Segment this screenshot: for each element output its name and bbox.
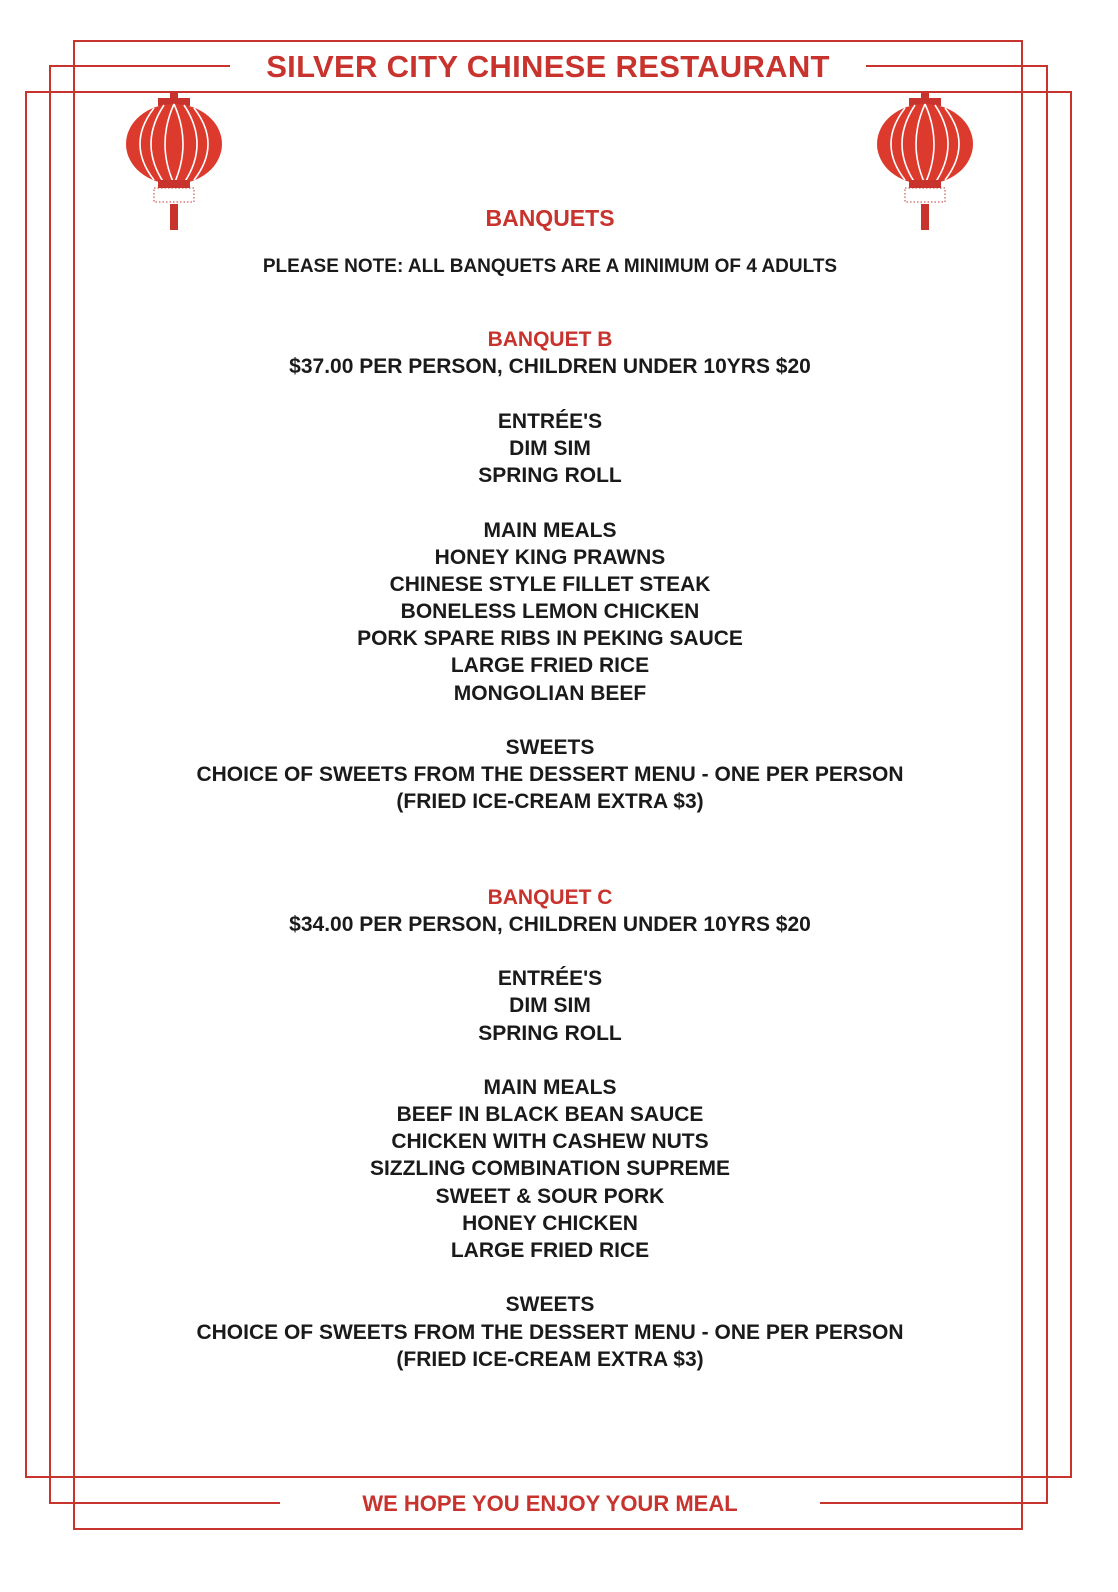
entrees-heading: ENTRÉE'S	[497, 967, 603, 991]
banquet-price: $37.00 PER PERSON, CHILDREN UNDER 10YRS $20	[289, 355, 811, 379]
banquet-name: BANQUET C	[487, 885, 613, 909]
sweets-heading: SWEETS	[505, 1293, 595, 1317]
mains-heading: MAIN MEALS	[483, 518, 617, 542]
menu-item: HONEY KING PRAWNS	[434, 545, 666, 569]
menu-item: BEEF IN BLACK BEAN SAUCE	[396, 1103, 704, 1127]
menu-item: DIM SIM	[509, 994, 591, 1018]
entrees-heading: ENTRÉE'S	[497, 409, 603, 433]
menu-item: CHICKEN WITH CASHEW NUTS	[391, 1130, 709, 1154]
menu-item: HONEY CHICKEN	[462, 1211, 638, 1235]
menu-item: SIZZLING COMBINATION SUPREME	[369, 1157, 731, 1181]
banquet-b-block	[100, 326, 1000, 815]
sweets-extra-note: (FRIED ICE-CREAM EXTRA $3)	[396, 790, 704, 814]
menu-item: SPRING ROLL	[478, 464, 622, 488]
menu-content	[100, 198, 1000, 1373]
menu-item: DIM SIM	[509, 436, 591, 460]
menu-item: MONGOLIAN BEEF	[453, 681, 647, 705]
sweets-heading: SWEETS	[505, 736, 595, 759]
menu-item: PORK SPARE RIBS IN PEKING SAUCE	[357, 627, 743, 651]
menu-item: LARGE FRIED RICE	[450, 654, 650, 678]
banquet-c-block	[100, 884, 1000, 1373]
menu-item: CHINESE STYLE FILLET STEAK	[389, 572, 711, 596]
menu-item: SPRING ROLL	[478, 1021, 622, 1045]
sweets-extra-note: (FRIED ICE-CREAM EXTRA $3)	[396, 1347, 704, 1371]
menu-item: SWEET & SOUR PORK	[435, 1184, 665, 1208]
mains-heading: MAIN MEALS	[483, 1075, 617, 1099]
minimum-notice: PLEASE NOTE: ALL BANQUETS ARE A MINIMUM OF 4 ADULTS	[262, 256, 838, 277]
footer-message: WE HOPE YOU ENJOY YOUR MEAL	[362, 1491, 738, 1516]
restaurant-title: SILVER CITY CHINESE RESTAURANT	[266, 49, 830, 84]
sweets-description: CHOICE OF SWEETS FROM THE DESSERT MENU - ONE PER PERSON	[196, 763, 904, 787]
sweets-description: CHOICE OF SWEETS FROM THE DESSERT MENU - ONE PER PERSON	[196, 1320, 904, 1344]
restaurant-title-band	[230, 44, 866, 90]
banquet-price: $34.00 PER PERSON, CHILDREN UNDER 10YRS $20	[289, 912, 811, 936]
footer-band	[280, 1482, 820, 1526]
section-title: BANQUETS	[485, 205, 615, 231]
banquet-name: BANQUET B	[487, 328, 613, 352]
menu-item: LARGE FRIED RICE	[450, 1239, 650, 1262]
menu-item: BONELESS LEMON CHICKEN	[400, 600, 700, 624]
